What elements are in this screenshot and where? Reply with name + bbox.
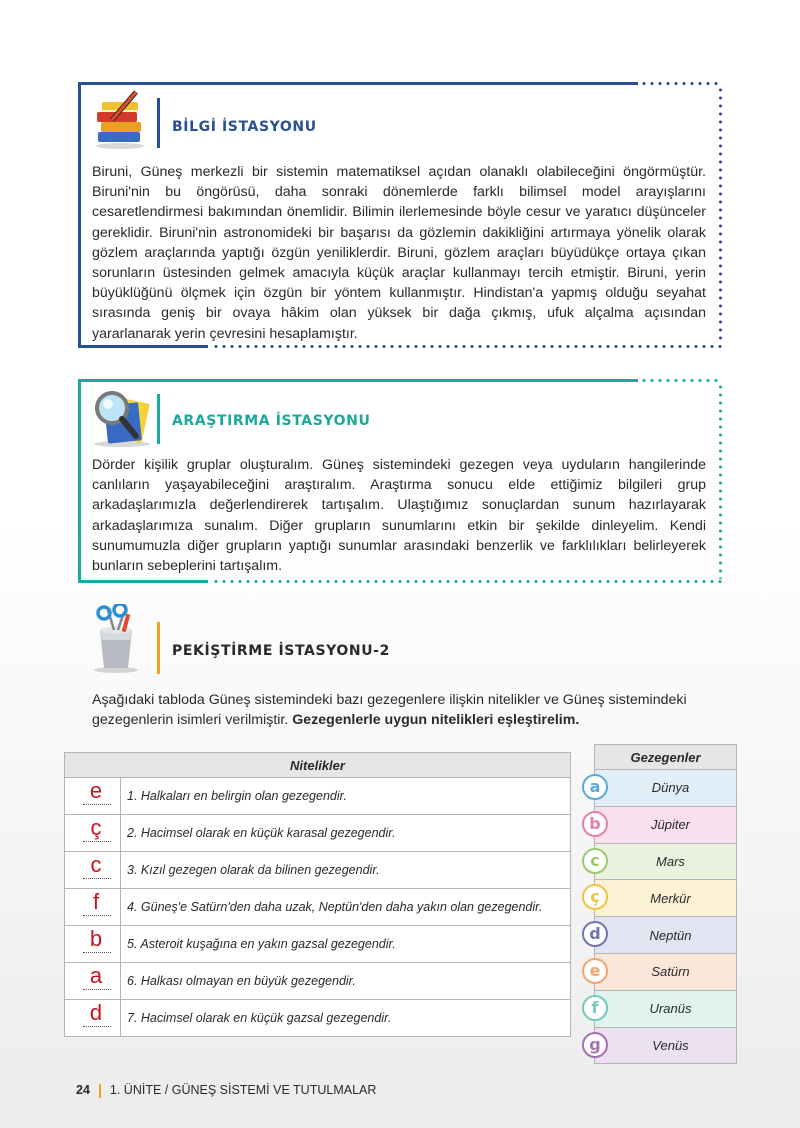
nitelik-text: 4. Güneş'e Satürn'den daha uzak, Neptün'den daha yakın olan gezegendir. [121, 889, 571, 926]
gezegen-row [595, 806, 737, 843]
gezegen-name: Neptün [595, 917, 737, 954]
gezegen-row [595, 917, 737, 954]
planet-letter-badge: e [582, 958, 608, 984]
gezegenler-table [594, 744, 737, 1064]
answer-blank-line [83, 989, 111, 990]
answer-cell[interactable] [65, 778, 121, 815]
gezegen-name: Satürn [595, 953, 737, 990]
nitelikler-table [64, 752, 571, 1037]
nitelik-text: 2. Hacimsel olarak en küçük karasal gezegendir. [121, 815, 571, 852]
gezegen-row [595, 1027, 737, 1064]
planet-letter-badge: ç [582, 884, 608, 910]
answer-letter: c [90, 852, 102, 877]
gezegen-name: Mars [595, 843, 737, 880]
magnifier-icon [88, 386, 154, 448]
pekistirme-title: PEKİŞTİRME İSTASYONU-2 [172, 643, 390, 659]
arastirma-left-line [78, 379, 81, 583]
answer-letter: a [89, 963, 103, 988]
gezegen-row [595, 770, 737, 807]
answer-cell[interactable] [65, 852, 121, 889]
nitelik-text: 5. Asteroit kuşağına en yakın gazsal gezegendir. [121, 926, 571, 963]
bilgi-title: BİLGİ İSTASYONU [172, 119, 317, 135]
bilgi-top-line [78, 82, 638, 85]
answer-blank-line [83, 841, 111, 842]
planet-letter-badge: d [582, 921, 608, 947]
planet-letter-badge: f [582, 995, 608, 1021]
page-footer [76, 1083, 376, 1098]
planet-letter-badge: a [582, 774, 608, 800]
answer-cell[interactable] [65, 926, 121, 963]
bilgi-title-bar [157, 98, 160, 148]
scissors-cup-icon [84, 604, 144, 674]
answer-cell[interactable] [65, 889, 121, 926]
nitelik-row [65, 778, 571, 815]
bilgi-left-line [78, 82, 81, 348]
arastirma-bottom-line [78, 580, 208, 583]
answer-cell[interactable] [65, 963, 121, 1000]
gezegen-name: Dünya [595, 770, 737, 807]
gezegen-name: Venüs [595, 1027, 737, 1064]
bilgi-right-dots [719, 86, 722, 344]
footer-section: 1. ÜNİTE / GÜNEŞ SİSTEMİ VE TUTULMALAR [109, 1083, 377, 1097]
nitelik-row [65, 963, 571, 1000]
answer-blank-line [83, 952, 111, 953]
gezegen-name: Merkür [595, 880, 737, 917]
answer-letter: e [89, 778, 103, 803]
planet-letter-badge: b [582, 811, 608, 837]
nitelik-row [65, 889, 571, 926]
nitelik-row [65, 926, 571, 963]
nitelik-row [65, 852, 571, 889]
nitelik-text: 6. Halkası olmayan en büyük gezegendir. [121, 963, 571, 1000]
bilgi-bottom-line [78, 345, 208, 348]
nitelikler-header: Nitelikler [65, 753, 571, 778]
arastirma-title: ARAŞTIRMA İSTASYONU [172, 413, 371, 429]
nitelik-text: 1. Halkaları en belirgin olan gezegendir. [121, 778, 571, 815]
footer-separator [99, 1084, 101, 1098]
answer-letter: d [89, 1000, 103, 1025]
nitelik-text: 7. Hacimsel olarak en küçük gazsal gezegendir. [121, 1000, 571, 1037]
nitelik-row [65, 815, 571, 852]
answer-blank-line [83, 878, 111, 879]
nitelik-text: 3. Kızıl gezegen olarak da bilinen gezegendir. [121, 852, 571, 889]
answer-cell[interactable] [65, 1000, 121, 1037]
answer-blank-line [83, 1026, 111, 1027]
arastirma-text: Dörder kişilik gruplar oluşturalım. Güneş sistemindeki gezegen veya uyduların hangilerinde canlıların yaşayabileceğini araştıralım. Araştırma sonucu elde ettiğimiz bilgileri grup arkadaşlarımızla değerlendirerek tartışalım. Ulaştığımız sonuçlardan sunum hazırlayarak arkadaşlarımıza sunalım. Diğer grupların sunumlarını etkin bir şekilde dinleyelim. Kendi sunumumuzla diğer grupların yaptığı sunumlar arasındaki benzerlik ve farklılıkları belirleyerek bunların sebeplerini tartışalım. [92, 457, 706, 575]
arastirma-bottom-dots [212, 580, 722, 583]
gezegen-row [595, 990, 737, 1027]
planet-letter-badge: g [582, 1032, 608, 1058]
arastirma-top-line [78, 379, 638, 382]
pekistirme-intro [92, 690, 712, 730]
answer-letter: b [89, 926, 103, 951]
gezegen-row [595, 880, 737, 917]
answer-cell[interactable] [65, 815, 121, 852]
gezegen-row [595, 953, 737, 990]
planet-letter-badge: c [582, 848, 608, 874]
answer-blank-line [83, 804, 111, 805]
books-icon [92, 90, 148, 150]
gezegen-name: Jüpiter [595, 806, 737, 843]
arastirma-title-bar [157, 394, 160, 444]
gezegenler-header: Gezegenler [595, 745, 737, 770]
bilgi-top-dots [640, 82, 722, 85]
gezegen-row [595, 843, 737, 880]
arastirma-right-dots [719, 383, 722, 579]
pekistirme-title-bar [157, 622, 160, 674]
bilgi-bottom-dots [212, 345, 722, 348]
arastirma-top-dots [640, 379, 722, 382]
intro-plain: Aşağıdaki tabloda Güneş sistemindeki bazı gezegenlere ilişkin nitelikler ve Güneş sistemindeki gezegenlerin isimleri verilmiştir. [92, 692, 687, 728]
bilgi-text: Biruni, Güneş merkezli bir sistemin matematiksel açıdan olanaklı olabileceğini öngörmüştür. Biruni'nin bu öngörüsü, daha sonraki dönemlerde farklı bilimsel model arayışlarını cesaretlendirmesi bakımından önemlidir. Bilimin ilerlemesinde böyle cesur ve yaratıcı düşünceler gereklidir. Biruni'nin astronomideki bir başarısı da gözlemin dakikliğini artırmaya yönelik olarak gözlem araçlarında yaptığı özgün yeniliklerdir. Biruni, gözlem araçları büyüdükçe ortaya çıkan sorunların üstesinden gelmek amacıyla küçük araçlar kullanmayı tercih etmiştir. Biruni, yerin büyüklüğünü ölçmek için özgün bir yöntem kullanmıştır. Hindistan'a yapmış olduğu seyahat sırasında geniş bir ovaya hâkim olan yüksek bir dağa çıkmış, ufuk alçalma açısından yararlanarak yerin çevresini hesaplamıştır. [92, 164, 706, 342]
intro-bold: Gezegenlerle uygun nitelikleri eşleştirelim. [292, 712, 580, 728]
answer-letter: f [92, 889, 100, 914]
nitelik-row [65, 1000, 571, 1037]
answer-letter: ç [90, 815, 102, 840]
page-number: 24 [76, 1083, 90, 1097]
gezegen-name: Uranüs [595, 990, 737, 1027]
answer-blank-line [83, 915, 111, 916]
